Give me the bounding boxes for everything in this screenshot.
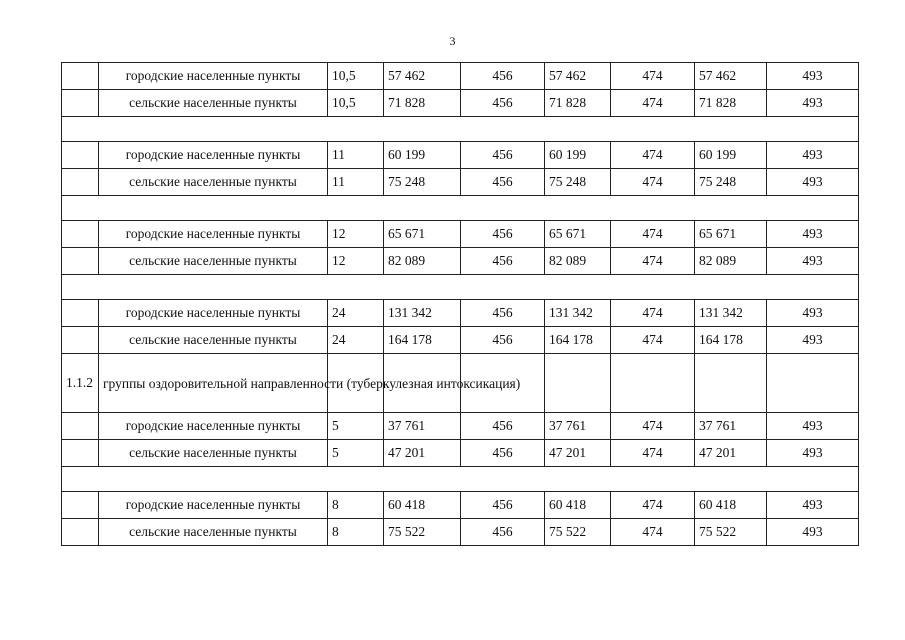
days-cell: 493 [767, 300, 859, 327]
table-row [62, 300, 859, 327]
table-row [62, 492, 859, 519]
sum-cell: 57 462 [384, 63, 461, 90]
coef-cell: 8 [328, 519, 384, 546]
days-cell: 474 [611, 63, 695, 90]
separator-cell [62, 117, 859, 142]
coef-cell: 5 [328, 413, 384, 440]
coef-cell: 11 [328, 169, 384, 196]
days-cell: 456 [461, 169, 545, 196]
tariff-table [61, 62, 859, 546]
days-cell: 493 [767, 221, 859, 248]
page-number: 3 [449, 34, 456, 48]
settlement-type-label: сельские населенные пункты [99, 327, 328, 354]
sum-cell: 65 671 [695, 221, 767, 248]
days-cell: 456 [461, 492, 545, 519]
sum-cell: 37 761 [695, 413, 767, 440]
coef-cell: 12 [328, 248, 384, 275]
table-row [62, 327, 859, 354]
sum-cell: 75 248 [384, 169, 461, 196]
sum-cell: 75 248 [545, 169, 611, 196]
sum-cell: 60 418 [695, 492, 767, 519]
days-cell: 456 [461, 142, 545, 169]
table-row [62, 413, 859, 440]
days-cell: 474 [611, 492, 695, 519]
settlement-type-label: сельские населенные пункты [99, 248, 328, 275]
sum-cell: 60 199 [695, 142, 767, 169]
days-cell: 493 [767, 90, 859, 117]
settlement-type-label: городские населенные пункты [99, 413, 328, 440]
sum-cell: 75 522 [545, 519, 611, 546]
table-row [62, 169, 859, 196]
empty-cell [611, 354, 695, 413]
sum-cell: 37 761 [384, 413, 461, 440]
sum-cell: 47 201 [384, 440, 461, 467]
days-cell: 474 [611, 221, 695, 248]
sum-cell: 47 201 [545, 440, 611, 467]
row-code [62, 221, 99, 248]
sum-cell: 60 418 [545, 492, 611, 519]
days-cell: 493 [767, 63, 859, 90]
coef-cell: 10,5 [328, 63, 384, 90]
days-cell: 474 [611, 519, 695, 546]
sum-cell: 164 178 [695, 327, 767, 354]
settlement-type-label: городские населенные пункты [99, 492, 328, 519]
sum-cell: 164 178 [545, 327, 611, 354]
row-code [62, 327, 99, 354]
table-row [62, 221, 859, 248]
empty-cell [695, 354, 767, 413]
sum-cell: 82 089 [384, 248, 461, 275]
separator-cell [62, 467, 859, 492]
sum-cell: 82 089 [545, 248, 611, 275]
days-cell: 456 [461, 248, 545, 275]
sum-cell: 71 828 [695, 90, 767, 117]
row-code [62, 90, 99, 117]
sum-cell: 60 418 [384, 492, 461, 519]
sum-cell: 65 671 [384, 221, 461, 248]
separator-row [62, 275, 859, 300]
table-row [62, 90, 859, 117]
sum-cell: 60 199 [384, 142, 461, 169]
sum-cell: 75 522 [695, 519, 767, 546]
sum-cell: 57 462 [545, 63, 611, 90]
days-cell: 474 [611, 90, 695, 117]
settlement-type-label: городские населенные пункты [99, 142, 328, 169]
row-code [62, 142, 99, 169]
table-row [62, 440, 859, 467]
days-cell: 474 [611, 248, 695, 275]
days-cell: 493 [767, 492, 859, 519]
group-header-row [62, 354, 859, 413]
days-cell: 493 [767, 519, 859, 546]
separator-cell [62, 196, 859, 221]
row-code [62, 300, 99, 327]
days-cell: 474 [611, 300, 695, 327]
settlement-type-label: городские населенные пункты [99, 300, 328, 327]
days-cell: 456 [461, 413, 545, 440]
days-cell: 493 [767, 169, 859, 196]
sum-cell: 57 462 [695, 63, 767, 90]
row-code [62, 248, 99, 275]
days-cell: 474 [611, 440, 695, 467]
settlement-type-label: сельские населенные пункты [99, 440, 328, 467]
table-row [62, 63, 859, 90]
coef-cell: 8 [328, 492, 384, 519]
sum-cell: 47 201 [695, 440, 767, 467]
sum-cell: 65 671 [545, 221, 611, 248]
days-cell: 493 [767, 248, 859, 275]
days-cell: 456 [461, 90, 545, 117]
sum-cell: 37 761 [545, 413, 611, 440]
separator-cell [62, 275, 859, 300]
sum-cell: 82 089 [695, 248, 767, 275]
sum-cell: 71 828 [384, 90, 461, 117]
days-cell: 493 [767, 413, 859, 440]
days-cell: 493 [767, 327, 859, 354]
sum-cell: 60 199 [545, 142, 611, 169]
days-cell: 456 [461, 221, 545, 248]
coef-cell: 5 [328, 440, 384, 467]
sum-cell: 71 828 [545, 90, 611, 117]
sum-cell: 75 248 [695, 169, 767, 196]
days-cell: 493 [767, 142, 859, 169]
row-code [62, 492, 99, 519]
table-row [62, 142, 859, 169]
settlement-type-label: сельские населенные пункты [99, 169, 328, 196]
settlement-type-label: городские населенные пункты [99, 63, 328, 90]
empty-cell [545, 354, 611, 413]
settlement-type-label: городские населенные пункты [99, 221, 328, 248]
days-cell: 474 [611, 142, 695, 169]
row-code [62, 63, 99, 90]
separator-row [62, 117, 859, 142]
coef-cell: 24 [328, 300, 384, 327]
row-code [62, 413, 99, 440]
days-cell: 493 [767, 440, 859, 467]
days-cell: 474 [611, 413, 695, 440]
empty-cell [767, 354, 859, 413]
sum-cell: 131 342 [695, 300, 767, 327]
coef-cell: 11 [328, 142, 384, 169]
row-code: 1.1.2 [62, 354, 99, 413]
days-cell: 474 [611, 327, 695, 354]
group-label: группы оздоровительной направленности (туберкулезная интоксикация) [99, 354, 328, 413]
days-cell: 456 [461, 519, 545, 546]
sum-cell: 75 522 [384, 519, 461, 546]
row-code [62, 519, 99, 546]
settlement-type-label: сельские населенные пункты [99, 519, 328, 546]
coef-cell: 12 [328, 221, 384, 248]
separator-row [62, 467, 859, 492]
sum-cell: 164 178 [384, 327, 461, 354]
days-cell: 456 [461, 440, 545, 467]
coef-cell: 24 [328, 327, 384, 354]
sum-cell: 131 342 [384, 300, 461, 327]
table-row [62, 519, 859, 546]
table-row [62, 248, 859, 275]
row-code [62, 169, 99, 196]
sum-cell: 131 342 [545, 300, 611, 327]
row-code [62, 440, 99, 467]
settlement-type-label: сельские населенные пункты [99, 90, 328, 117]
days-cell: 456 [461, 327, 545, 354]
days-cell: 456 [461, 300, 545, 327]
coef-cell: 10,5 [328, 90, 384, 117]
separator-row [62, 196, 859, 221]
days-cell: 456 [461, 63, 545, 90]
days-cell: 474 [611, 169, 695, 196]
